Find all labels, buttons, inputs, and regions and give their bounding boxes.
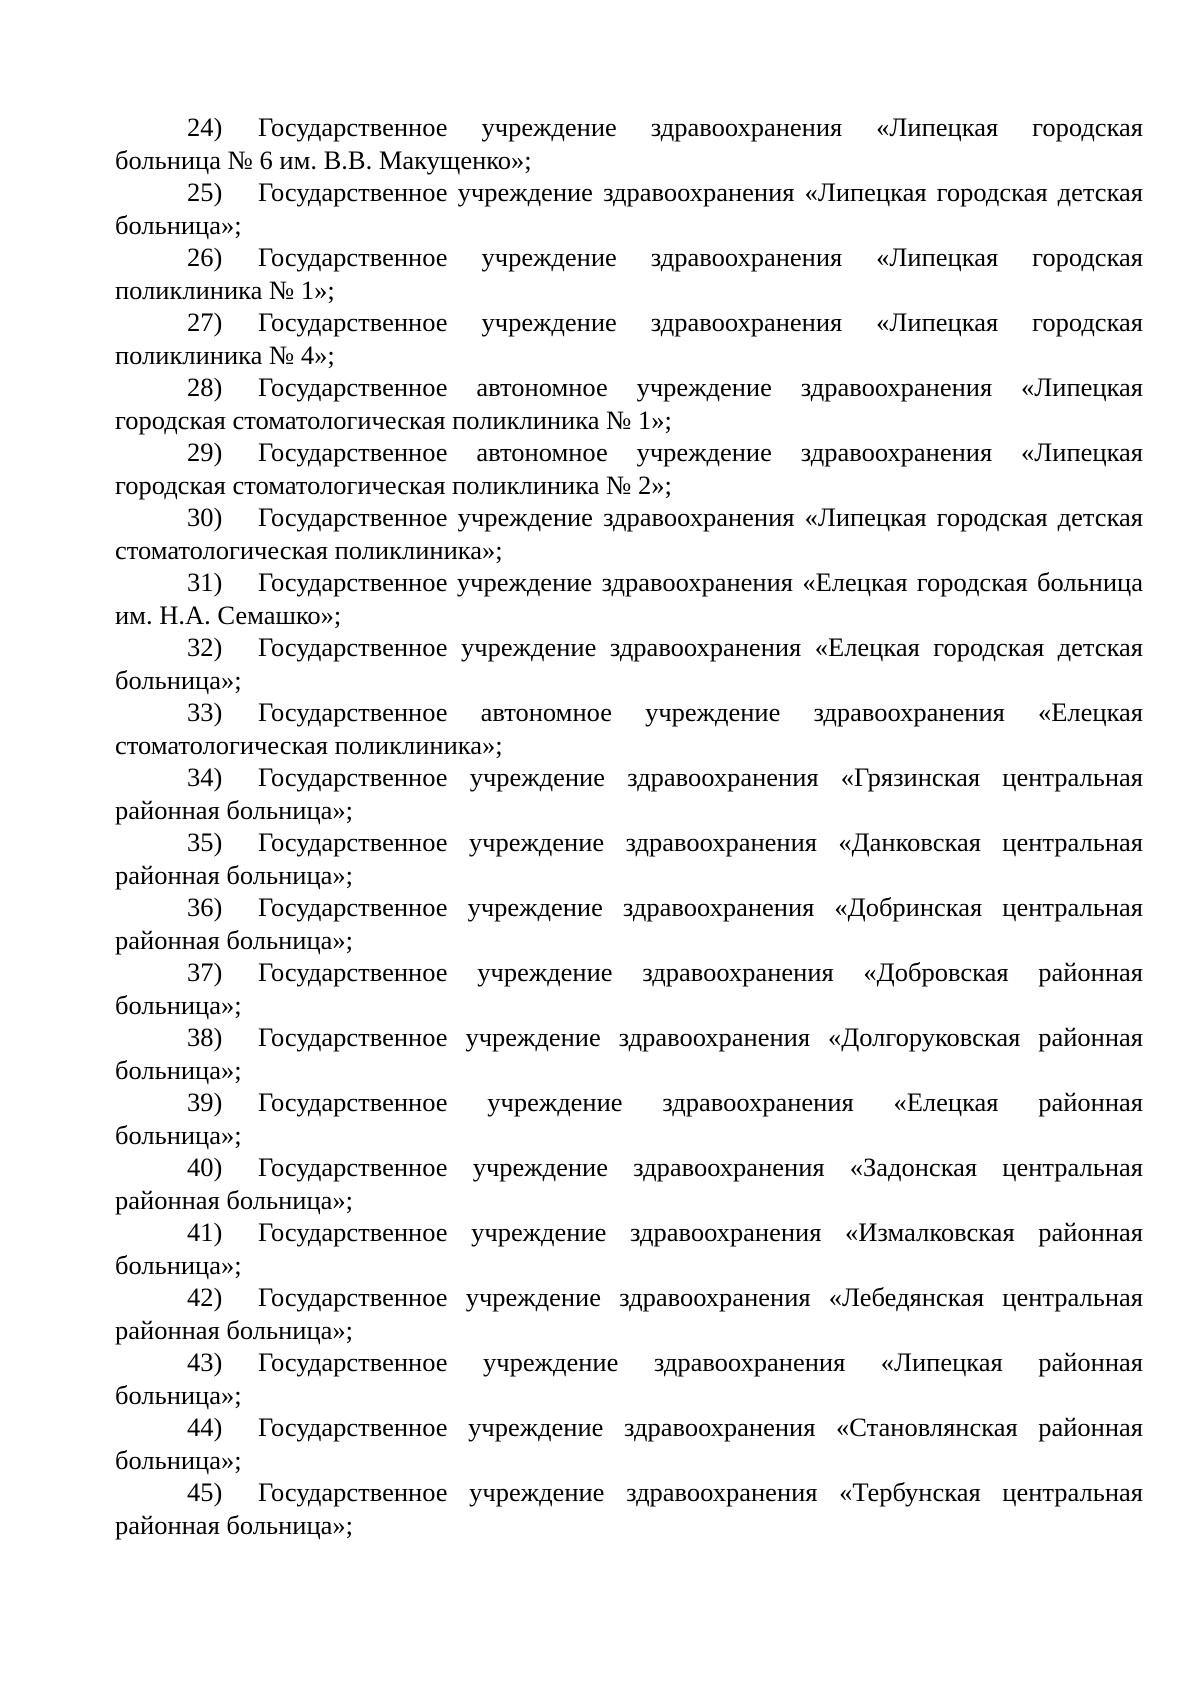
item-text: Государственное учреждение здравоохранения «Тербунская центральная районная больница»; [115, 1477, 1143, 1540]
list-item [115, 371, 1143, 436]
item-number: 27) [187, 307, 223, 337]
list-item [115, 306, 1143, 371]
item-number: 45) [187, 1477, 223, 1507]
item-number: 26) [187, 242, 223, 272]
item-number: 29) [187, 437, 223, 467]
item-text: Государственное учреждение здравоохранения «Грязинская центральная районная больница»; [115, 762, 1143, 825]
list-item [115, 1086, 1143, 1151]
document-page [115, 111, 1143, 1541]
item-number: 41) [187, 1217, 223, 1247]
item-number: 43) [187, 1347, 223, 1377]
item-text: Государственное учреждение здравоохранения «Измалковская районная больница»; [115, 1217, 1143, 1280]
item-number: 37) [187, 957, 223, 987]
item-number: 32) [187, 632, 223, 662]
list-item [115, 891, 1143, 956]
item-number: 35) [187, 827, 223, 857]
item-text: Государственное учреждение здравоохранения «Липецкая городская больница № 6 им. В.В. Макущенко»; [115, 112, 1143, 175]
list-item [115, 436, 1143, 501]
list-item [115, 696, 1143, 761]
item-text: Государственное учреждение здравоохранения «Становлянская районная больница»; [115, 1412, 1143, 1475]
item-text: Государственное учреждение здравоохранения «Данковская центральная районная больница»; [115, 827, 1143, 890]
item-text: Государственное учреждение здравоохранения «Елецкая городская детская больница»; [115, 632, 1143, 695]
item-number: 25) [187, 177, 223, 207]
item-text: Государственное учреждение здравоохранения «Лебедянская центральная районная больница»; [115, 1282, 1143, 1345]
item-number: 30) [187, 502, 223, 532]
list-item [115, 1216, 1143, 1281]
list-item [115, 176, 1143, 241]
item-text: Государственное учреждение здравоохранения «Липецкая городская детская стоматологическая поликлиника»; [115, 502, 1143, 565]
item-text: Государственное учреждение здравоохранения «Липецкая городская поликлиника № 4»; [115, 307, 1143, 370]
item-text: Государственное учреждение здравоохранения «Липецкая городская поликлиника № 1»; [115, 242, 1143, 305]
list-item [115, 826, 1143, 891]
list-item [115, 761, 1143, 826]
item-number: 42) [187, 1282, 223, 1312]
list-item [115, 1411, 1143, 1476]
item-text: Государственное автономное учреждение здравоохранения «Елецкая стоматологическая поликлиника»; [115, 697, 1143, 760]
list-item [115, 111, 1143, 176]
item-number: 28) [187, 372, 223, 402]
item-text: Государственное учреждение здравоохранения «Добринская центральная районная больница»; [115, 892, 1143, 955]
item-text: Государственное учреждение здравоохранения «Елецкая городская больница им. Н.А. Семашко»; [115, 567, 1143, 630]
item-number: 34) [187, 762, 223, 792]
item-number: 38) [187, 1022, 223, 1052]
item-number: 44) [187, 1412, 223, 1442]
list-item [115, 956, 1143, 1021]
list-item [115, 1281, 1143, 1346]
list-item [115, 241, 1143, 306]
item-number: 36) [187, 892, 223, 922]
item-number: 24) [187, 112, 223, 142]
item-text: Государственное учреждение здравоохранения «Задонская центральная районная больница»; [115, 1152, 1143, 1215]
list-item [115, 1476, 1143, 1541]
list-item [115, 1346, 1143, 1411]
item-number: 33) [187, 697, 223, 727]
item-text: Государственное учреждение здравоохранения «Липецкая городская детская больница»; [115, 177, 1143, 240]
item-text: Государственное учреждение здравоохранения «Липецкая районная больница»; [115, 1347, 1143, 1410]
list-item [115, 1021, 1143, 1086]
list-item [115, 631, 1143, 696]
item-number: 31) [187, 567, 223, 597]
item-number: 39) [187, 1087, 223, 1117]
list-item [115, 566, 1143, 631]
item-number: 40) [187, 1152, 223, 1182]
list-item [115, 1151, 1143, 1216]
list-item [115, 501, 1143, 566]
item-text: Государственное учреждение здравоохранения «Елецкая районная больница»; [115, 1087, 1143, 1150]
item-text: Государственное автономное учреждение здравоохранения «Липецкая городская стоматологическая поликлиника № 1»; [115, 372, 1143, 435]
item-text: Государственное автономное учреждение здравоохранения «Липецкая городская стоматологическая поликлиника № 2»; [115, 437, 1143, 500]
item-text: Государственное учреждение здравоохранения «Добровская районная больница»; [115, 957, 1143, 1020]
item-text: Государственное учреждение здравоохранения «Долгоруковская районная больница»; [115, 1022, 1143, 1085]
